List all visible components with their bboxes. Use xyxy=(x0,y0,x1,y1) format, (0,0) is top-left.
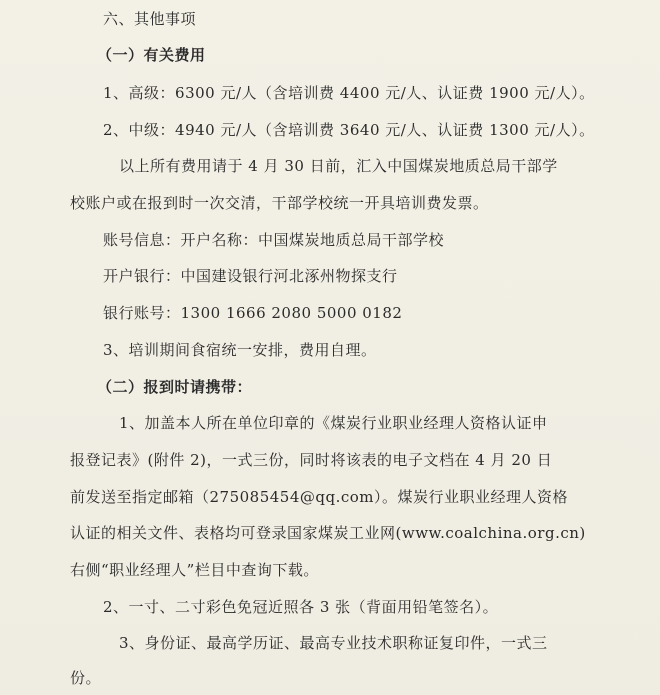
fee-paragraph-line: 校账户或在报到时一次交清，干部学校统一开具培训费发票。 xyxy=(70,194,489,212)
bring-item-line: 1、加盖本人所在单位印章的《煤炭行业职业经理人资格认证申 xyxy=(119,414,548,432)
fee-paragraph-line: 以上所有费用请于 4 月 30 日前，汇入中国煤炭地质总局干部学 xyxy=(119,157,558,175)
bank-info: 开户银行：中国建设银行河北涿州物探支行 xyxy=(103,267,398,285)
fee-item-advanced: 1、高级：6300 元/人（含培训费 4400 元/人、认证费 1900 元/人）。 xyxy=(103,84,595,102)
account-number: 银行账号：1300 1666 2080 5000 0182 xyxy=(103,304,403,322)
fee-item-lodging: 3、培训期间食宿统一安排，费用自理。 xyxy=(103,341,377,359)
bring-item-line: 认证的相关文件、表格均可登录国家煤炭工业网(www.coalchina.org.cn) xyxy=(70,524,586,542)
bring-item-line: 份。 xyxy=(70,669,102,687)
fee-item-intermediate: 2、中级：4940 元/人（含培训费 3640 元/人、认证费 1300 元/人）。 xyxy=(103,121,595,139)
bring-item-line: 3、身份证、最高学历证、最高专业技术职称证复印件，一式三 xyxy=(119,634,548,652)
bring-item-photos: 2、一寸、二寸彩色免冠近照各 3 张（背面用铅笔签名）。 xyxy=(103,598,499,616)
bring-item-line: 报登记表》(附件 2)，一式三份，同时将该表的电子文档在 4 月 20 日 xyxy=(70,451,553,469)
section-title: 六、其他事项 xyxy=(103,10,197,28)
bring-heading: （二）报到时请携带： xyxy=(97,378,253,396)
fees-heading: （一）有关费用 xyxy=(97,46,206,64)
bring-item-line: 右侧“职业经理人”栏目中查询下载。 xyxy=(70,561,319,579)
bring-item-line: 前发送至指定邮箱（275085454@qq.com）。煤炭行业职业经理人资格 xyxy=(70,488,569,506)
account-info: 账号信息：开户名称：中国煤炭地质总局干部学校 xyxy=(103,231,445,249)
